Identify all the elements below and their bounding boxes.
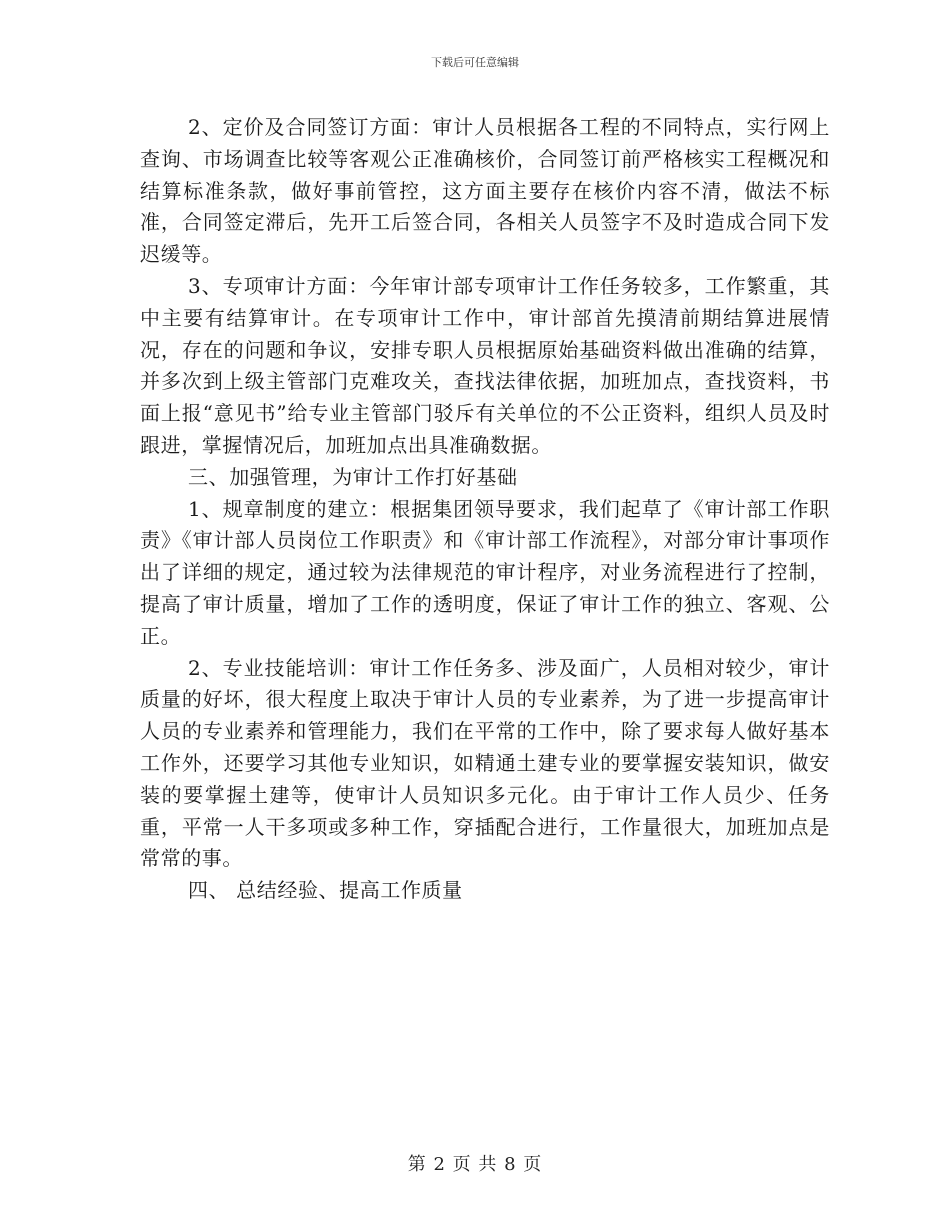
- paragraph-special-audit: 3、专项审计方面：今年审计部专项审计工作任务较多，工作繁重，其中主要有结算审计。在专项审计工作中，审计部首先摸清前期结算进展情况，存在的问题和争议，安排专职人员根据原始基础资料做出准确的结算，并多次到上级主管部门克难攻关，查找法律依据，加班加点，查找资料，书面上报“意见书”给专业主管部门驳斥有关单位的不公正资料，组织人员及时跟进，掌握情况后，加班加点出具准确数据。: [140, 273, 830, 457]
- paragraph-rules-establishment: 1、规章制度的建立：根据集团领导要求，我们起草了《审计部工作职责》《审计部人员岗位工作职责》和《审计部工作流程》，对部分审计事项作出了详细的规定，通过较为法律规范的审计程序，对业务流程进行了控制，提高了审计质量，增加了工作的透明度，保证了审计工作的独立、客观、公正。: [140, 496, 830, 648]
- page-header: 下载后可任意编辑: [431, 56, 519, 69]
- paragraph-skills-training: 2、专业技能培训：审计工作任务多、涉及面广，人员相对较少，审计质量的好坏，很大程度上取决于审计人员的专业素养，为了进一步提高审计人员的专业素养和管理能力，我们在平常的工作中，除了要求每人做好基本工作外，还要学习其他专业知识，如精通土建专业的要掌握安装知识，做安装的要掌握土建等，使审计人员知识多元化。由于审计工作人员少、任务重，平常一人干多项或多种工作，穿插配合进行，工作量很大，加班加点是常常的事。: [140, 655, 830, 871]
- section-heading-strengthen-management: 三、加强管理，为审计工作打好基础: [188, 464, 518, 489]
- page-number-footer: 第 2 页 共 8 页: [407, 1154, 543, 1175]
- document-body: [140, 112, 830, 907]
- paragraph-pricing-contract: 2、定价及合同签订方面：审计人员根据各工程的不同特点，实行网上查询、市场调查比较等客观公正准确核价，合同签订前严格核实工程概况和结算标准条款，做好事前管控，这方面主要存在核价内容不清，做法不标准，合同签定滞后，先开工后签合同，各相关人员签字不及时造成合同下发迟缓等。: [140, 115, 830, 267]
- section-heading-summarize-experience: 四、 总结经验、提高工作质量: [188, 878, 463, 903]
